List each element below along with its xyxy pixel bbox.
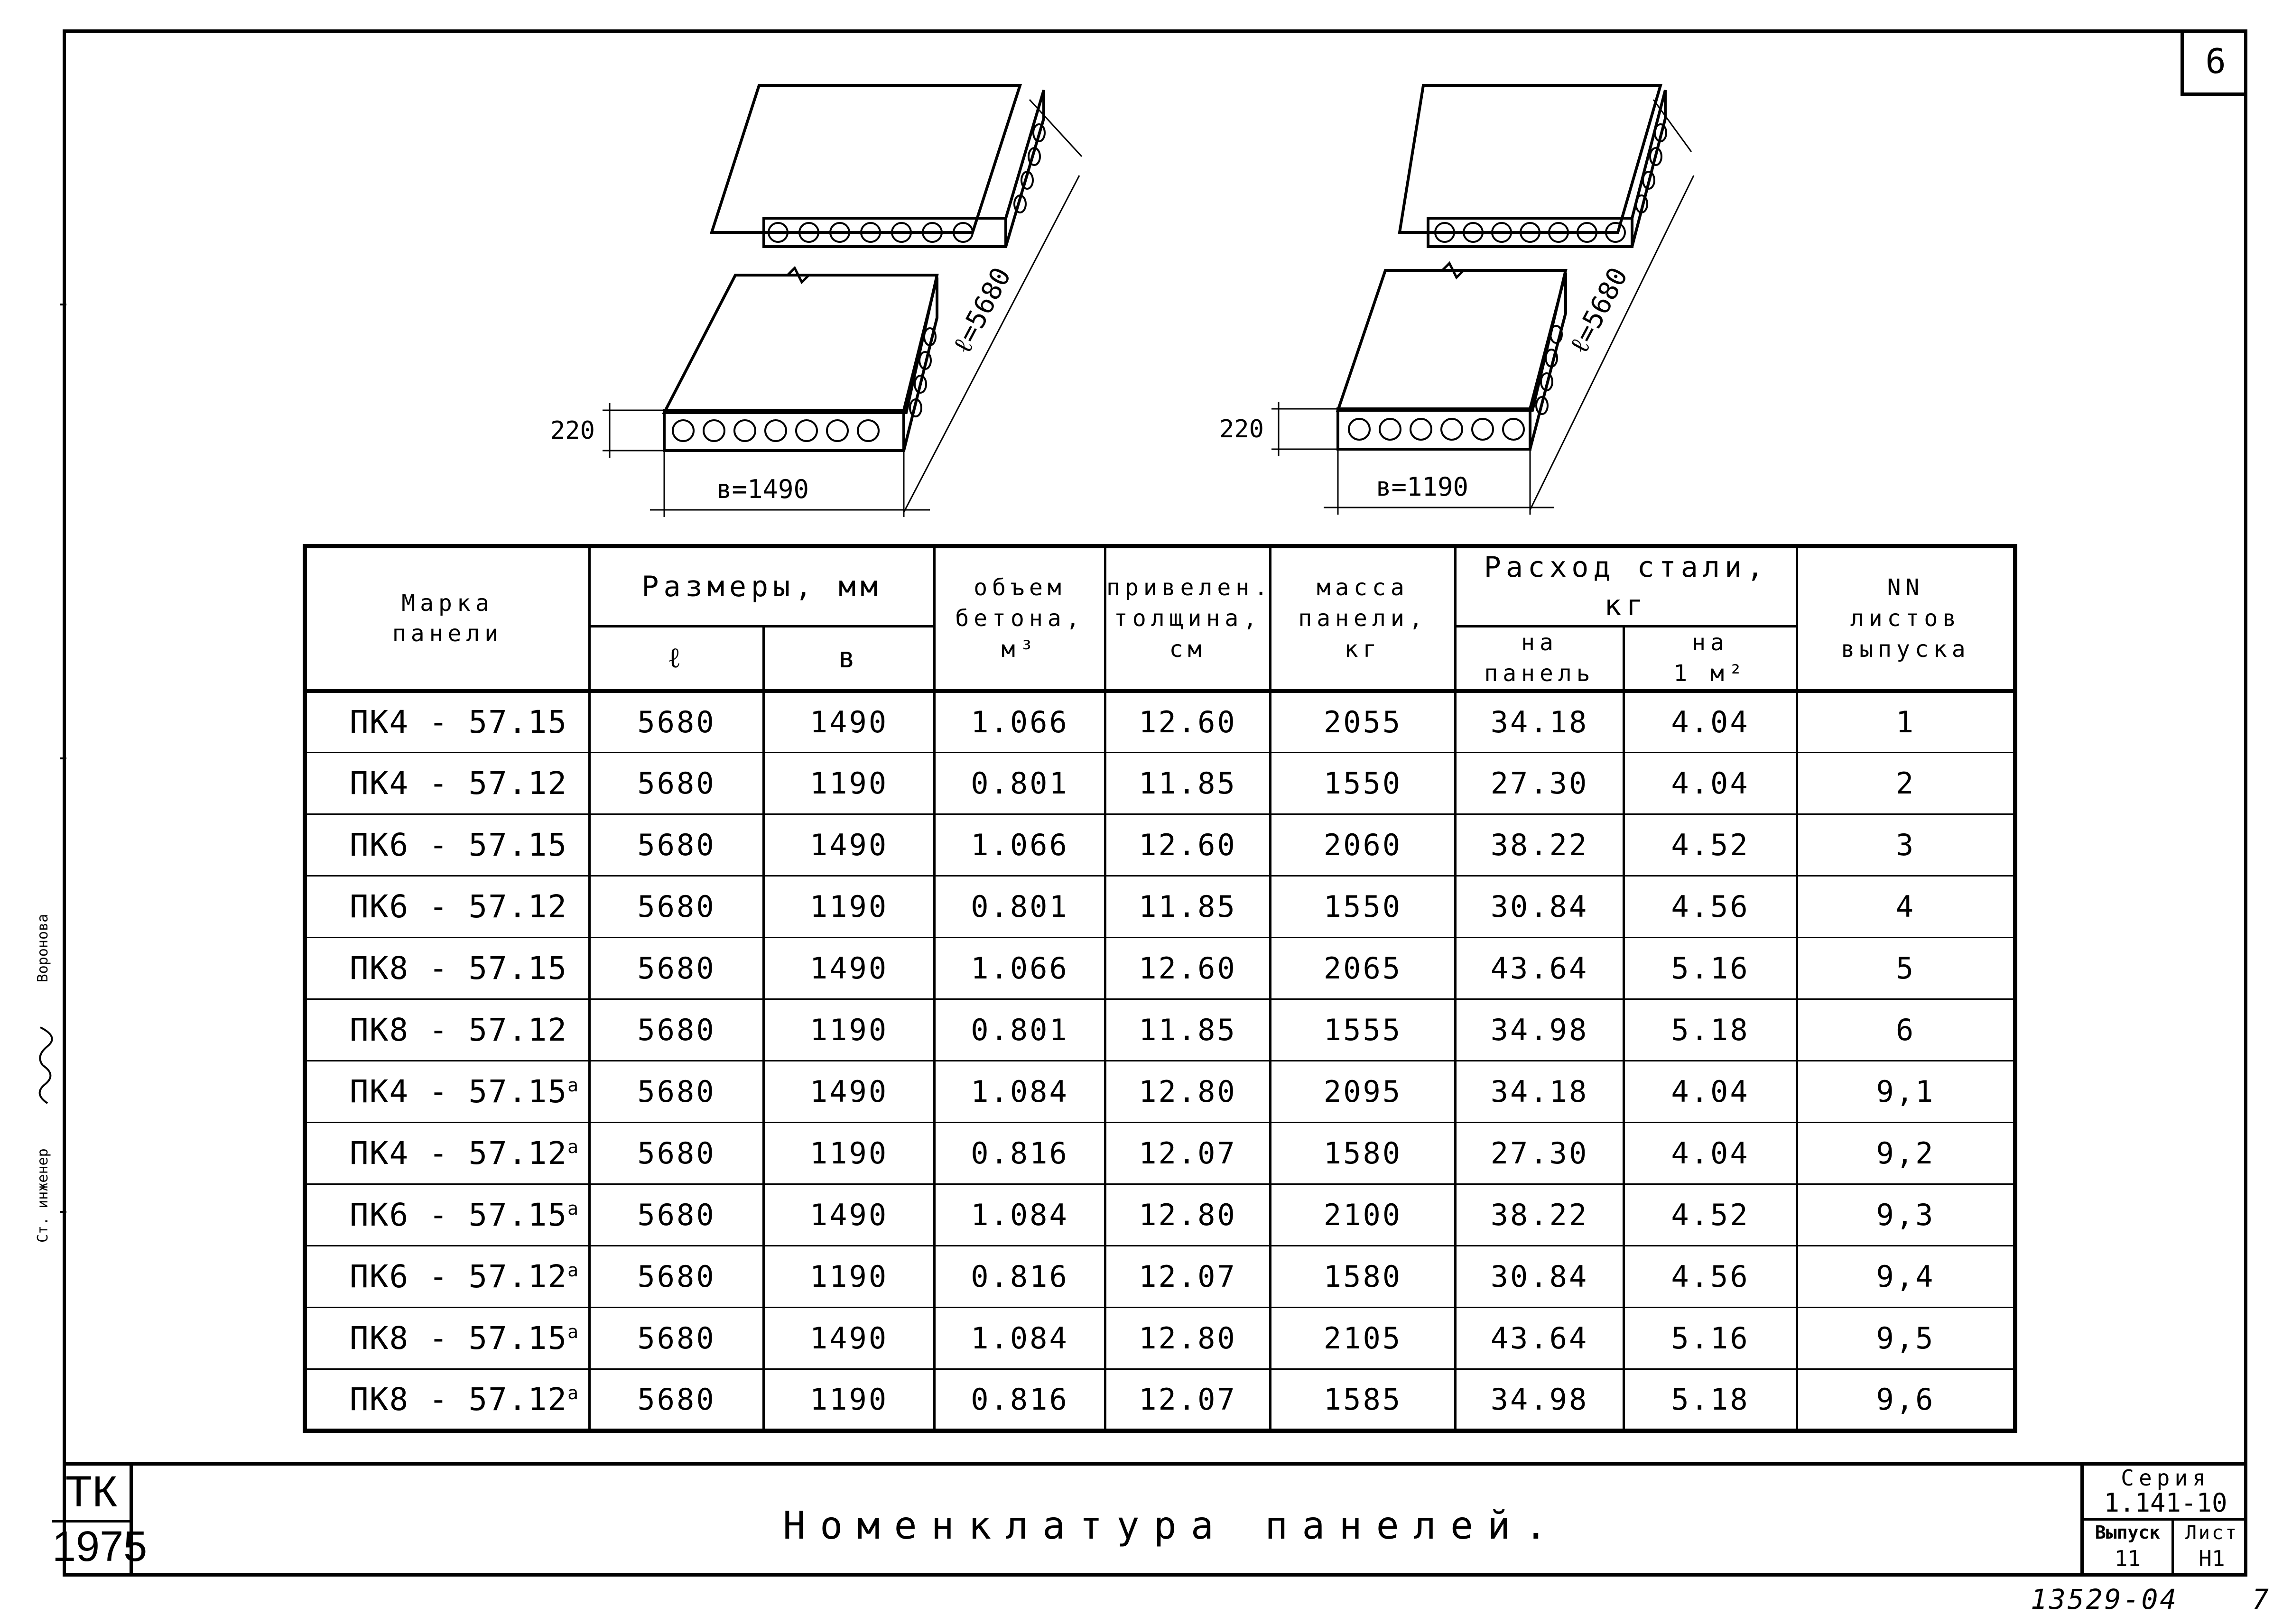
cell-steel-panel: 34.18	[1456, 691, 1624, 753]
cell-l: 5680	[590, 999, 764, 1061]
signature-name: Воронова	[34, 914, 51, 983]
cell-mark: $ПК8 - 57.15^а$	[305, 1308, 590, 1369]
cell-thickness: 12.07	[1105, 1246, 1271, 1308]
cell-mark: ПК8 - 57.15	[305, 938, 590, 999]
header-steel-per-m2: на 1 м²	[1624, 627, 1797, 691]
svg-text:ℓ=5680: ℓ=5680	[946, 262, 1018, 359]
cell-volume: 0.816	[935, 1369, 1105, 1431]
cell-steel-panel: 27.30	[1456, 753, 1624, 814]
cell-steel-panel: 43.64	[1456, 938, 1624, 999]
cell-steel-m2: 4.52	[1624, 1184, 1797, 1246]
cell-mass: 1580	[1271, 1246, 1456, 1308]
cell-steel-m2: 4.56	[1624, 1246, 1797, 1308]
cell-sheets: 9,1	[1797, 1061, 2015, 1123]
cell-steel-m2: 5.16	[1624, 938, 1797, 999]
cell-mark: ПК6 - 57.12	[305, 876, 590, 938]
document-title: Номенклатура панелей.	[783, 1504, 1562, 1548]
series-stamp	[2080, 1462, 2247, 1577]
cell-mass: 2065	[1271, 938, 1456, 999]
cell-l: 5680	[590, 938, 764, 999]
cell-sheets: 9,5	[1797, 1308, 2015, 1369]
cell-mass: 1555	[1271, 999, 1456, 1061]
cell-sheets: 9,3	[1797, 1184, 2015, 1246]
table-row	[305, 814, 2015, 876]
cell-volume: 1.084	[935, 1061, 1105, 1123]
series-label: Серия	[2121, 1465, 2210, 1491]
cell-sheets: 6	[1797, 999, 2015, 1061]
cell-l: 5680	[590, 1369, 764, 1431]
sheet-value: Н1	[2199, 1546, 2225, 1571]
cell-steel-m2: 4.04	[1624, 753, 1797, 814]
cell-steel-panel: 38.22	[1456, 1184, 1624, 1246]
cell-steel-panel: 34.18	[1456, 1061, 1624, 1123]
cell-steel-panel: 34.98	[1456, 1369, 1624, 1431]
panel-drawings	[522, 71, 1803, 526]
cell-volume: 0.816	[935, 1246, 1105, 1308]
header-steel-per-panel: на панель	[1456, 627, 1624, 691]
cell-b: 1490	[764, 1184, 935, 1246]
cell-thickness: 12.80	[1105, 1184, 1271, 1246]
table-row	[305, 1123, 2015, 1184]
handwritten-signature	[31, 1025, 55, 1106]
cell-l: 5680	[590, 1308, 764, 1369]
cell-mark: $ПК8 - 57.12^а$	[305, 1369, 590, 1431]
cell-steel-panel: 43.64	[1456, 1308, 1624, 1369]
cell-mass: 2060	[1271, 814, 1456, 876]
table-row	[305, 1308, 2015, 1369]
cell-mass: 2095	[1271, 1061, 1456, 1123]
cell-mass: 1550	[1271, 876, 1456, 938]
series-value: 1.141-10	[2104, 1488, 2227, 1518]
cell-mass: 1585	[1271, 1369, 1456, 1431]
table-row	[305, 753, 2015, 814]
cell-l: 5680	[590, 1061, 764, 1123]
cell-steel-m2: 4.04	[1624, 691, 1797, 753]
cell-mark: $ПК4 - 57.12^а$	[305, 1123, 590, 1184]
cell-thickness: 12.80	[1105, 1308, 1271, 1369]
cell-sheets: 9,4	[1797, 1246, 2015, 1308]
archive-number: 13529-04 7	[2031, 1583, 2271, 1615]
panel-nomenclature-table	[303, 544, 2017, 1433]
cell-b: 1190	[764, 1246, 935, 1308]
cell-mass: 1580	[1271, 1123, 1456, 1184]
signature-strip	[26, 877, 59, 1243]
table-row	[305, 1061, 2015, 1123]
cell-steel-m2: 5.16	[1624, 1308, 1797, 1369]
cell-mark: ПК6 - 57.15	[305, 814, 590, 876]
header-dimensions: Размеры, мм	[590, 546, 935, 627]
cell-l: 5680	[590, 691, 764, 753]
cell-thickness: 11.85	[1105, 999, 1271, 1061]
cell-steel-m2: 4.04	[1624, 1061, 1797, 1123]
cell-b: 1190	[764, 1123, 935, 1184]
cell-thickness: 12.60	[1105, 691, 1271, 753]
cell-steel-m2: 4.04	[1624, 1123, 1797, 1184]
cell-b: 1490	[764, 691, 935, 753]
cell-l: 5680	[590, 876, 764, 938]
cell-b: 1490	[764, 1308, 935, 1369]
cell-b: 1490	[764, 1061, 935, 1123]
cell-mark: ПК8 - 57.12	[305, 999, 590, 1061]
cell-mark: $ПК6 - 57.15^а$	[305, 1184, 590, 1246]
cell-sheets: 9,6	[1797, 1369, 2015, 1431]
svg-text:в=1490: в=1490	[716, 474, 809, 504]
cell-sheets: 3	[1797, 814, 2015, 876]
table-row	[305, 999, 2015, 1061]
cell-sheets: 4	[1797, 876, 2015, 938]
cell-b: 1190	[764, 1369, 935, 1431]
header-mass: масса панели, кг	[1271, 546, 1456, 691]
header-width: в	[764, 627, 935, 691]
cell-mark: $ПК6 - 57.12^а$	[305, 1246, 590, 1308]
cell-volume: 0.816	[935, 1123, 1105, 1184]
cell-b: 1190	[764, 753, 935, 814]
cell-steel-m2: 5.18	[1624, 1369, 1797, 1431]
panel-drawing-narrow	[1219, 85, 1694, 515]
cell-sheets: 9,2	[1797, 1123, 2015, 1184]
cell-mark: ПК4 - 57.15	[305, 691, 590, 753]
cell-steel-panel: 38.22	[1456, 814, 1624, 876]
header-sheets: NN листов выпуска	[1797, 546, 2015, 691]
sheet-label: Лист	[2185, 1522, 2239, 1544]
cell-thickness: 12.80	[1105, 1061, 1271, 1123]
panel-drawing-wide	[550, 85, 1082, 517]
cell-steel-m2: 5.18	[1624, 999, 1797, 1061]
header-thickness: привелен. толщина, см	[1105, 546, 1271, 691]
issue-value: 11	[2114, 1546, 2141, 1571]
cell-thickness: 11.85	[1105, 876, 1271, 938]
cell-thickness: 12.07	[1105, 1123, 1271, 1184]
margin-tick	[60, 1211, 66, 1213]
cell-l: 5680	[590, 1184, 764, 1246]
cell-volume: 1.066	[935, 691, 1105, 753]
header-mark: Марка панели	[305, 546, 590, 691]
cell-mass: 2100	[1271, 1184, 1456, 1246]
table-row	[305, 938, 2015, 999]
svg-text:220: 220	[1219, 415, 1264, 443]
cell-b: 1190	[764, 876, 935, 938]
cell-steel-m2: 4.52	[1624, 814, 1797, 876]
cell-steel-m2: 4.56	[1624, 876, 1797, 938]
cell-steel-panel: 27.30	[1456, 1123, 1624, 1184]
cell-l: 5680	[590, 814, 764, 876]
header-length: ℓ	[590, 627, 764, 691]
svg-text:ℓ=5680: ℓ=5680	[1563, 262, 1634, 359]
cell-mark: ПК4 - 57.12	[305, 753, 590, 814]
cell-thickness: 12.07	[1105, 1369, 1271, 1431]
cell-volume: 1.066	[935, 938, 1105, 999]
issue-label: Выпуск	[2095, 1522, 2161, 1543]
cell-volume: 0.801	[935, 999, 1105, 1061]
cell-thickness: 12.60	[1105, 814, 1271, 876]
cell-b: 1490	[764, 814, 935, 876]
cell-volume: 1.084	[935, 1308, 1105, 1369]
cell-sheets: 2	[1797, 753, 2015, 814]
margin-tick	[60, 757, 66, 759]
cell-mass: 1550	[1271, 753, 1456, 814]
cell-thickness: 12.60	[1105, 938, 1271, 999]
cell-sheets: 1	[1797, 691, 2015, 753]
cell-l: 5680	[590, 1123, 764, 1184]
cell-volume: 1.084	[935, 1184, 1105, 1246]
table-row	[305, 1369, 2015, 1431]
cell-thickness: 11.85	[1105, 753, 1271, 814]
cell-b: 1490	[764, 938, 935, 999]
sheet-number: 6	[2181, 29, 2247, 96]
org-year: 1975	[52, 1520, 130, 1571]
svg-text:220: 220	[550, 416, 595, 445]
cell-sheets: 5	[1797, 938, 2015, 999]
cell-volume: 1.066	[935, 814, 1105, 876]
org-code: ТК	[65, 1467, 118, 1516]
cell-steel-panel: 30.84	[1456, 876, 1624, 938]
margin-tick	[60, 304, 66, 305]
table-row	[305, 1184, 2015, 1246]
cell-mark: $ПК4 - 57.15^а$	[305, 1061, 590, 1123]
header-steel: Расход стали, кг	[1456, 546, 1797, 627]
cell-mass: 2055	[1271, 691, 1456, 753]
header-volume: объем бетона, м³	[935, 546, 1105, 691]
cell-mass: 2105	[1271, 1308, 1456, 1369]
cell-b: 1190	[764, 999, 935, 1061]
svg-text:в=1190: в=1190	[1376, 472, 1469, 502]
cell-volume: 0.801	[935, 753, 1105, 814]
cell-steel-panel: 34.98	[1456, 999, 1624, 1061]
table-row	[305, 691, 2015, 753]
table-row	[305, 876, 2015, 938]
cell-volume: 0.801	[935, 876, 1105, 938]
signature-role: Ст. инженер	[34, 1148, 51, 1243]
table-row	[305, 1246, 2015, 1308]
cell-steel-panel: 30.84	[1456, 1246, 1624, 1308]
cell-l: 5680	[590, 753, 764, 814]
cell-l: 5680	[590, 1246, 764, 1308]
